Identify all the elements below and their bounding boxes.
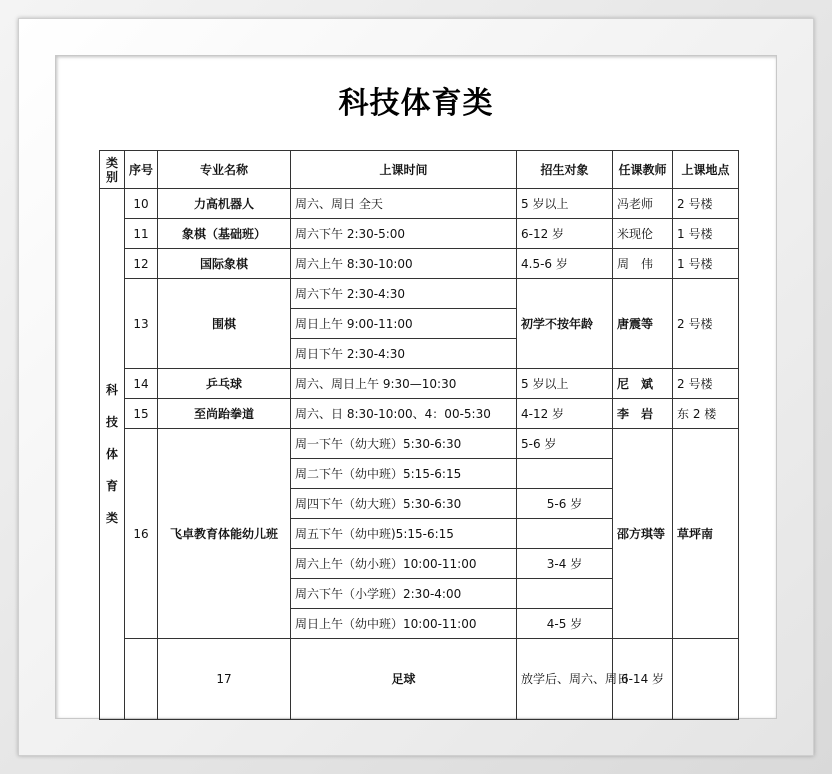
time-cell: 周四下午（幼大班）5:30-6:30 (291, 489, 517, 519)
time-cell: 周六上午（幼小班）10:00-11:00 (291, 549, 517, 579)
seq-cell: 15 (125, 399, 158, 429)
name-cell: 至尚跆拳道 (158, 399, 291, 429)
teacher-cell: 尼 斌 (613, 369, 673, 399)
time-cell: 放学后、周六、周日 (517, 639, 613, 720)
time-cell: 周五下午（幼中班)5:15-6:15 (291, 519, 517, 549)
table-row (100, 219, 739, 249)
teacher-cell: 李 岩 (613, 399, 673, 429)
table-row (100, 639, 739, 720)
header-teacher: 任课教师 (613, 151, 673, 189)
name-cell: 飞卓教育体能幼儿班 (158, 429, 291, 639)
teacher-cell: 米现伦 (613, 219, 673, 249)
table-row (100, 249, 739, 279)
header-target: 招生对象 (517, 151, 613, 189)
target-cell: 6-12 岁 (517, 219, 613, 249)
time-cell: 周六下午 2:30-4:30 (291, 279, 517, 309)
target-cell: 4.5-6 岁 (517, 249, 613, 279)
place-cell: 1 号楼 (673, 219, 739, 249)
seq-cell: 17 (158, 639, 291, 720)
teacher-cell: 邵方琪等 (613, 429, 673, 639)
table-row (100, 429, 739, 459)
teacher-cell (673, 639, 739, 720)
seq-cell: 11 (125, 219, 158, 249)
time-cell: 周六下午 2:30-5:00 (291, 219, 517, 249)
target-cell: 5-6 岁 (517, 429, 613, 459)
seq-cell: 16 (125, 429, 158, 639)
category-cell-empty (125, 639, 158, 720)
target-cell: 6-14 岁 (613, 639, 673, 720)
seq-cell: 13 (125, 279, 158, 369)
time-cell: 周一下午（幼大班）5:30-6:30 (291, 429, 517, 459)
header-name: 专业名称 (158, 151, 291, 189)
header-place: 上课地点 (673, 151, 739, 189)
target-cell (517, 459, 613, 489)
place-cell: 东 2 楼 (673, 399, 739, 429)
place-cell: 2 号楼 (673, 369, 739, 399)
place-cell: 2 号楼 (673, 279, 739, 369)
target-cell: 4-5 岁 (517, 609, 613, 639)
time-cell: 周六上午 8:30-10:00 (291, 249, 517, 279)
time-cell: 周六、周日 全天 (291, 189, 517, 219)
teacher-cell: 唐震等 (613, 279, 673, 369)
name-cell: 乒乓球 (158, 369, 291, 399)
table-row (100, 189, 739, 219)
target-cell: 5-6 岁 (517, 489, 613, 519)
name-cell: 围棋 (158, 279, 291, 369)
header-time: 上课时间 (291, 151, 517, 189)
target-cell: 初学不按年龄 (517, 279, 613, 369)
header-category: 类别 (100, 151, 125, 189)
time-cell: 周二下午（幼中班）5:15-6:15 (291, 459, 517, 489)
place-cell: 2 号楼 (673, 189, 739, 219)
header-seq: 序号 (125, 151, 158, 189)
target-cell (517, 579, 613, 609)
table-row (100, 279, 739, 309)
time-cell: 周日上午 9:00-11:00 (291, 309, 517, 339)
target-cell: 5 岁以上 (517, 189, 613, 219)
name-cell: 足球 (291, 639, 517, 720)
schedule-table (99, 150, 739, 720)
target-cell: 5 岁以上 (517, 369, 613, 399)
place-cell: 草坪南 (673, 429, 739, 639)
target-cell: 4-12 岁 (517, 399, 613, 429)
target-cell: 3-4 岁 (517, 549, 613, 579)
seq-cell: 12 (125, 249, 158, 279)
name-cell: 国际象棋 (158, 249, 291, 279)
teacher-cell: 冯老师 (613, 189, 673, 219)
target-cell (517, 519, 613, 549)
seq-cell: 10 (125, 189, 158, 219)
time-cell: 周日上午（幼中班）10:00-11:00 (291, 609, 517, 639)
place-cell: 1 号楼 (673, 249, 739, 279)
time-cell: 周日下午 2:30-4:30 (291, 339, 517, 369)
header-row (100, 151, 739, 189)
name-cell: 力高机器人 (158, 189, 291, 219)
time-cell: 周六、日 8:30-10:00、4：00-5:30 (291, 399, 517, 429)
table-row (100, 399, 739, 429)
page-title: 科技体育类 (338, 86, 494, 121)
table-row (100, 369, 739, 399)
name-cell: 象棋（基础班） (158, 219, 291, 249)
time-cell: 周六下午（小学班）2:30-4:00 (291, 579, 517, 609)
teacher-cell: 周 伟 (613, 249, 673, 279)
time-cell: 周六、周日上午 9:30—10:30 (291, 369, 517, 399)
category-cell: 科技体育类 (100, 189, 125, 720)
seq-cell: 14 (125, 369, 158, 399)
